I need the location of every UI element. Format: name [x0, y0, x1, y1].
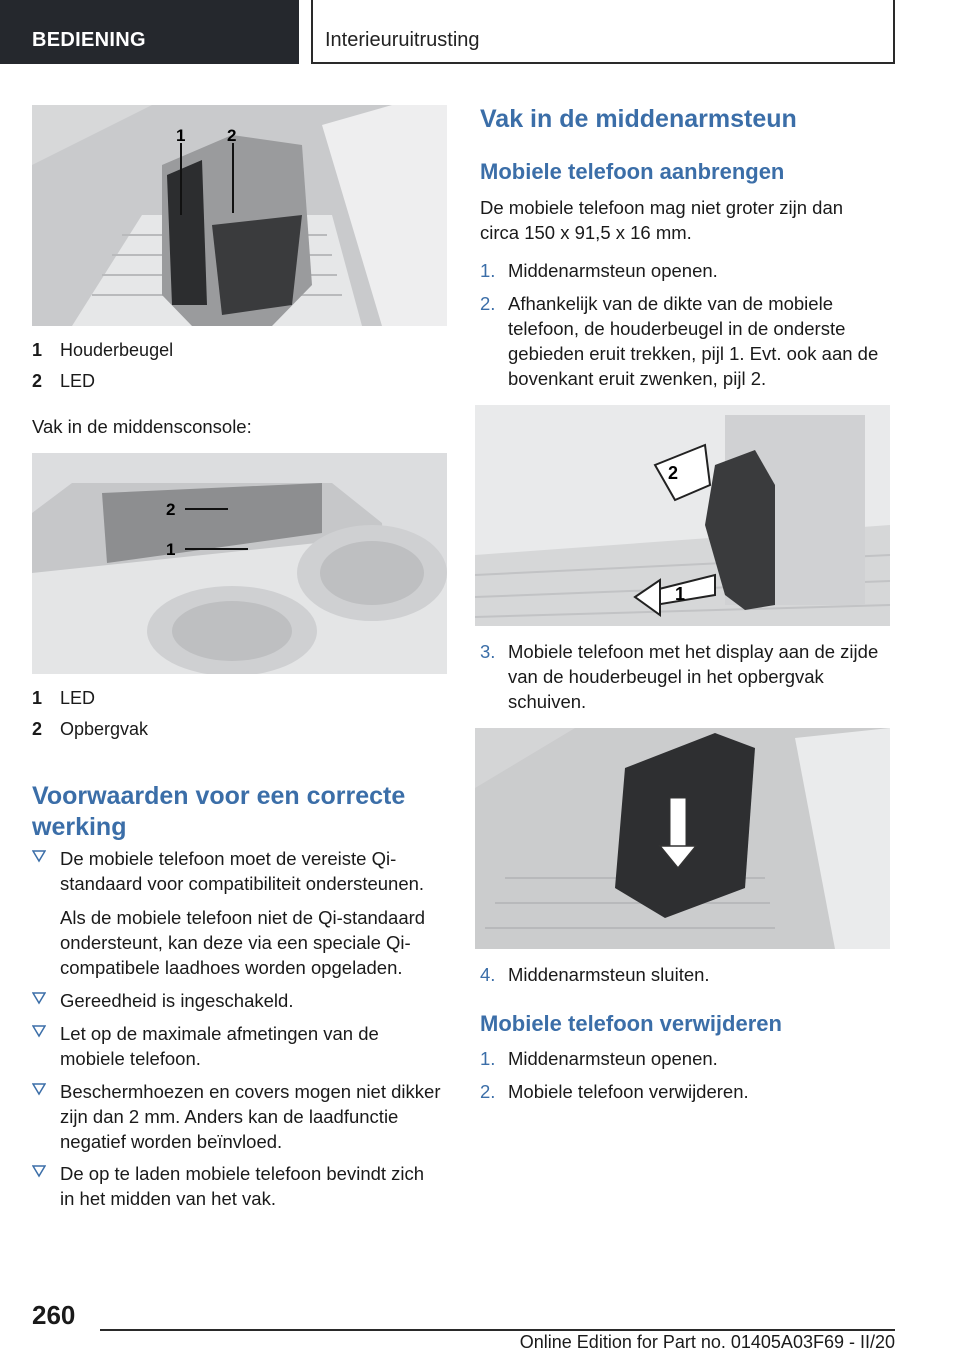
bullet-item: [32, 988, 442, 1013]
page-number: 260: [32, 1300, 76, 1330]
console-intro: Vak in de middensconsole:: [32, 416, 252, 437]
triangle-bullet-icon: [32, 1082, 46, 1096]
section-tab: [0, 0, 299, 64]
legend-number: 1: [32, 688, 43, 708]
footer-divider: [100, 1329, 895, 1331]
conditions-heading-line-1: Voorwaarden voor een correcte: [32, 782, 406, 810]
legend-number: 1: [32, 340, 43, 360]
step-number: 2.: [480, 293, 496, 314]
step-text: Middenarmsteun openen.: [508, 260, 718, 281]
bullet-text: Let op de maximale afmetingen van de mobiele telefoon.: [60, 1023, 379, 1069]
callout-2: 2: [227, 126, 237, 145]
callout-2: 2: [166, 500, 176, 519]
callout-1: 1: [176, 126, 186, 145]
figure-armrest-holder: [32, 105, 447, 326]
bullet-text: De op te laden mobiele telefoon bevindt zich in het midden van het vak.: [60, 1163, 425, 1209]
conditions-heading: [32, 781, 447, 843]
armrest-heading: Vak in de middenarmsteun: [480, 105, 797, 133]
callout-1: 1: [675, 584, 686, 604]
bullet-text: De mobiele telefoon moet de vereiste Qi-standaard voor compatibiliteit ondersteunen.: [60, 848, 425, 894]
step-number: 1.: [480, 1048, 496, 1069]
figure-holder-arrows: [475, 405, 890, 626]
remove-step-1: [480, 1046, 895, 1071]
bullet-item: [32, 846, 442, 896]
step-text: Mobiele telefoon met het display aan de zijde van de houderbeugel in het opbergvak schuiven.: [508, 641, 879, 712]
section-title: BEDIENING: [32, 29, 146, 51]
legend-figure-2: [32, 688, 447, 744]
triangle-bullet-icon: [32, 849, 46, 863]
insert-step-4: [480, 962, 895, 987]
insert-step-2: [480, 291, 895, 391]
bullet-item: [32, 1161, 442, 1211]
bullet-text: Beschermhoezen en covers mogen niet dikker zijn dan 2 mm. Anders kan de laadfunctie negatief worden beïnvloed.: [60, 1081, 441, 1152]
step-text: Mobiele telefoon verwijderen.: [508, 1081, 749, 1102]
step-text: Afhankelijk van de dikte van de mobiele telefoon, de houderbeugel in de onderste gebieden eruit trekken, pijl 1. Evt. ook aan de bovenkant eruit zwenken, pijl 2.: [508, 293, 879, 389]
step-number: 4.: [480, 964, 496, 985]
bullet-text: Gereedheid is ingeschakeld.: [60, 990, 294, 1011]
triangle-bullet-icon: [32, 1024, 46, 1038]
legend-text: Houderbeugel: [60, 340, 174, 360]
insert-step-3: [480, 639, 895, 714]
figure-phone-inserted: [475, 728, 890, 949]
chapter-title: Interieuruitrusting: [325, 29, 480, 51]
insert-step-1: [480, 258, 895, 283]
step-number: 1.: [480, 260, 496, 281]
insert-heading: Mobiele telefoon aanbrengen: [480, 159, 785, 184]
callout-2: 2: [668, 463, 679, 483]
figure-console-compartment: [32, 453, 447, 674]
callout-1: 1: [166, 540, 176, 559]
triangle-bullet-icon: [32, 1164, 46, 1178]
bullet-item: [32, 1021, 442, 1071]
step-text: Middenarmsteun sluiten.: [508, 964, 710, 985]
chapter-tab: [311, 0, 895, 64]
step-text: Middenarmsteun openen.: [508, 1048, 718, 1069]
legend-text: Opbergvak: [60, 719, 149, 739]
remove-step-2: [480, 1079, 895, 1104]
insert-intro: De mobiele telefoon mag niet groter zijn dan circa 150 x 91,5 x 16 mm.: [480, 197, 844, 243]
bullet-item: [32, 1079, 442, 1154]
triangle-bullet-icon: [32, 991, 46, 1005]
legend-text: LED: [60, 371, 96, 391]
legend-text: LED: [60, 688, 96, 708]
step-number: 2.: [480, 1081, 496, 1102]
legend-figure-1: [32, 340, 447, 396]
legend-number: 2: [32, 719, 43, 739]
conditions-heading-line-2: werking: [32, 813, 127, 841]
step-number: 3.: [480, 641, 496, 662]
bullet-continuation: [32, 905, 442, 980]
edition-info: Online Edition for Part no. 01405A03F69 - II/20: [519, 1332, 895, 1352]
legend-number: 2: [32, 371, 43, 391]
bullet-text: Als de mobiele telefoon niet de Qi-standaard ondersteunt, kan deze via een speciale Qi-compatibele laadhoes worden opgeladen.: [60, 907, 426, 978]
remove-heading: Mobiele telefoon verwijderen: [480, 1011, 782, 1036]
